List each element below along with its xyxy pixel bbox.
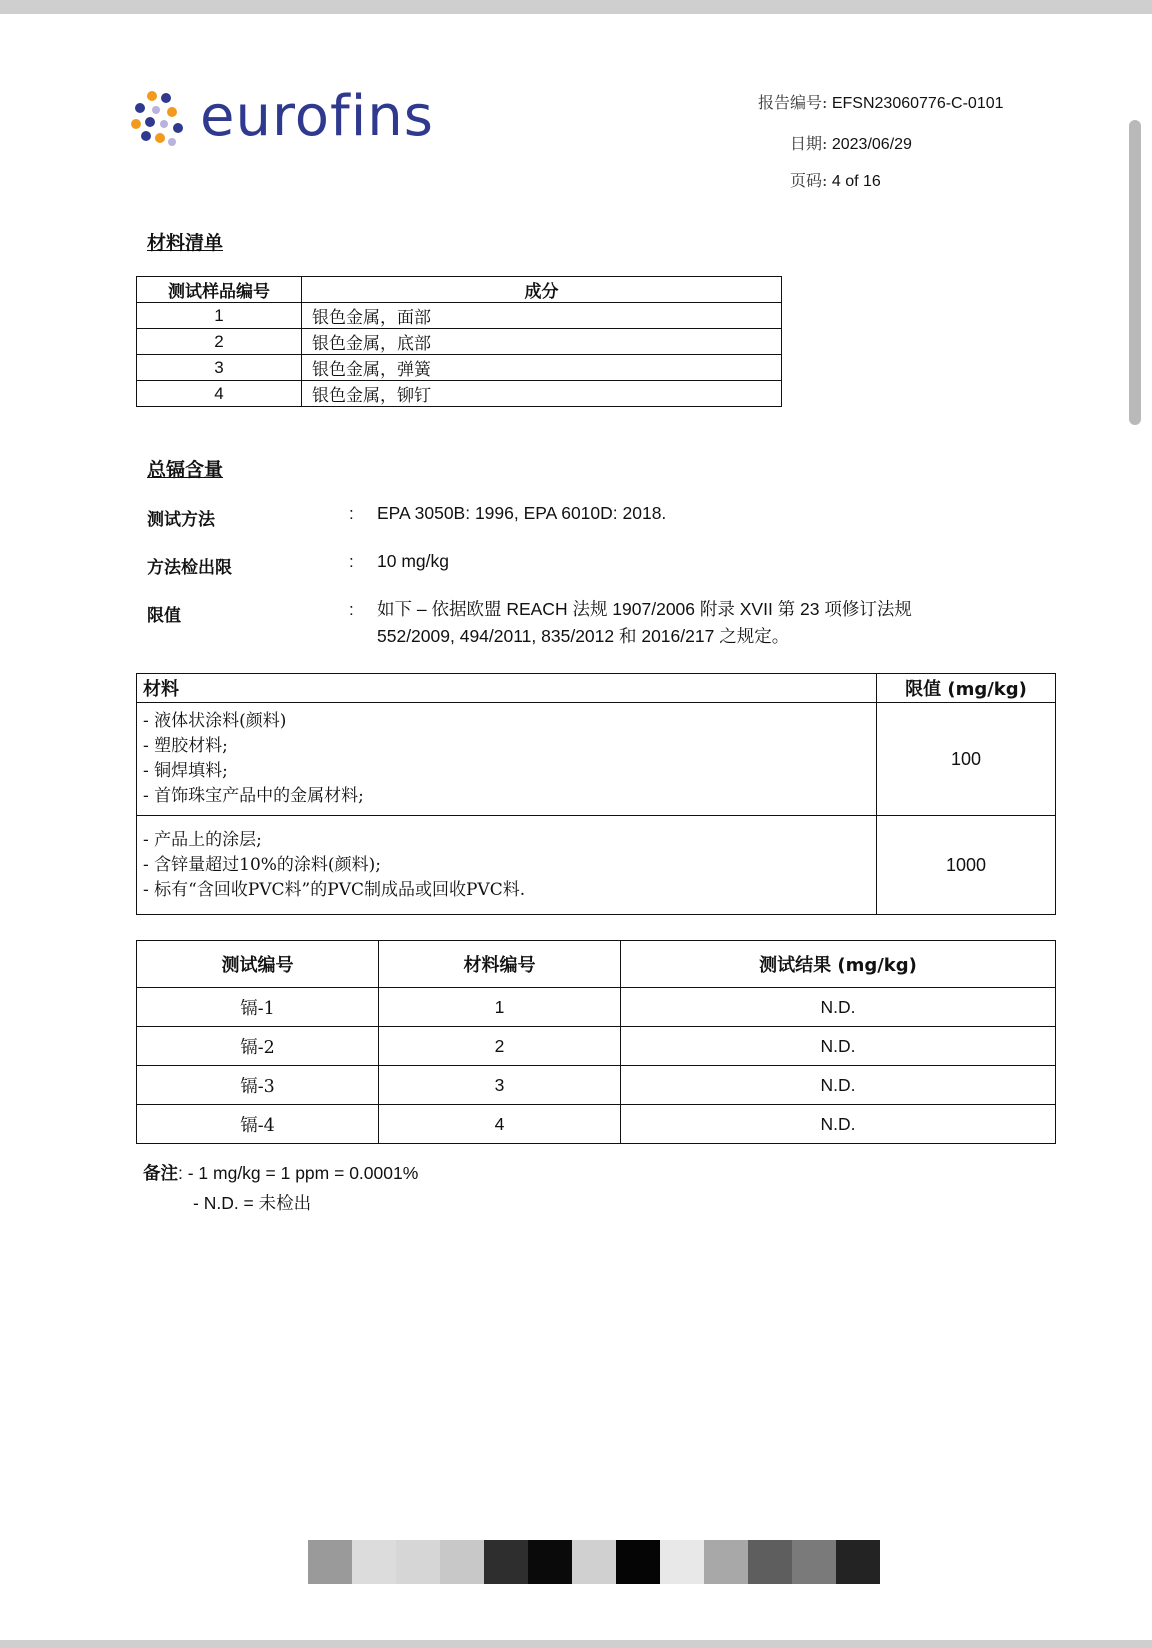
material-item: - 首饰珠宝产品中的金属材料; — [143, 786, 364, 806]
report-number-value: EFSN23060776-C-0101 — [831, 95, 1004, 112]
notes-line1 — [143, 1160, 418, 1185]
page-number-value: 4 of 16 — [831, 173, 881, 190]
table-row — [137, 329, 782, 355]
material-list — [137, 816, 877, 915]
table-row — [137, 1027, 1056, 1066]
col-composition: 成分 — [302, 277, 782, 303]
sample-id: 1 — [137, 303, 302, 329]
material-item: - 含锌量超过10%的涂料(颜料); — [143, 854, 381, 875]
material-item: - 铜焊填料; — [143, 761, 228, 781]
limit-value: 1000 — [877, 816, 1056, 915]
method-label: 测试方法 — [147, 510, 215, 530]
table-row — [137, 303, 782, 329]
report-date — [790, 131, 912, 154]
redacted-footer — [308, 1540, 880, 1584]
page-number — [790, 168, 881, 191]
col-material-id: 材料编号 — [379, 941, 621, 988]
material-item: - 塑胶材料; — [143, 736, 228, 756]
col-sample-id: 测试样品编号 — [137, 277, 302, 303]
table-row — [137, 355, 782, 381]
material-id: 4 — [379, 1105, 621, 1144]
table-header-row — [137, 277, 782, 303]
test-result: N.D. — [621, 1105, 1056, 1144]
material-id: 1 — [379, 988, 621, 1027]
test-id: 镉-1 — [137, 988, 379, 1027]
table-header-row — [137, 941, 1056, 988]
sample-id: 4 — [137, 381, 302, 407]
table-row — [137, 703, 1056, 816]
viewer-bottom-bar — [0, 1640, 1152, 1648]
scrollbar-thumb[interactable] — [1129, 120, 1141, 425]
sample-composition: 银色金属，底部 — [302, 329, 782, 355]
col-test-id: 测试编号 — [137, 941, 379, 988]
detection-limit-value: 10 mg/kg — [377, 551, 449, 571]
material-id: 3 — [379, 1066, 621, 1105]
table-row — [137, 1066, 1056, 1105]
materials-table — [136, 276, 782, 407]
test-id: 镉-3 — [137, 1066, 379, 1105]
sample-composition: 银色金属，铆钉 — [302, 381, 782, 407]
test-result: N.D. — [621, 988, 1056, 1027]
limits-table — [136, 673, 1056, 915]
material-item: - 产品上的涂层; — [143, 829, 262, 850]
sample-id: 3 — [137, 355, 302, 381]
sample-composition: 银色金属，面部 — [302, 303, 782, 329]
report-date-value: 2023/06/29 — [831, 136, 912, 153]
material-list — [137, 703, 877, 816]
sample-id: 2 — [137, 329, 302, 355]
material-id: 2 — [379, 1027, 621, 1066]
test-id: 镉-4 — [137, 1105, 379, 1144]
report-number — [758, 90, 1004, 113]
test-result: N.D. — [621, 1066, 1056, 1105]
page-number-label: 页码: — [790, 171, 828, 190]
logo-wordmark: eurofins — [200, 84, 434, 149]
detection-limit-colon: : — [349, 552, 354, 571]
limit-value-line1: 如下 – 依据欧盟 REACH 法规 1907/2006 附录 XVII 第 23 项修订法规 — [377, 599, 912, 619]
test-id: 镉-2 — [137, 1027, 379, 1066]
notes-line2: - N.D. = 未检出 — [193, 1193, 312, 1213]
col-limit: 限值 (mg/kg) — [877, 674, 1056, 703]
limit-value: 100 — [877, 703, 1056, 816]
sample-composition: 银色金属，弹簧 — [302, 355, 782, 381]
col-material: 材料 — [137, 674, 877, 703]
detection-limit-label: 方法检出限 — [147, 558, 232, 578]
material-item: - 标有“含回收PVC料”的PVC制成品或回收PVC料. — [143, 879, 526, 900]
notes-label: 备注 — [143, 1164, 178, 1184]
cadmium-heading: 总镉含量 — [147, 459, 224, 481]
table-row — [137, 381, 782, 407]
table-row — [137, 988, 1056, 1027]
table-header-row — [137, 674, 1056, 703]
table-row — [137, 1105, 1056, 1144]
materials-heading: 材料清单 — [147, 232, 224, 254]
limit-colon: : — [349, 600, 354, 619]
report-number-label: 报告编号: — [758, 93, 828, 112]
limit-value-line2: 552/2009, 494/2011, 835/2012 和 2016/217 之规定。 — [377, 626, 790, 646]
results-table — [136, 940, 1056, 1144]
notes-text1: : - 1 mg/kg = 1 ppm = 0.0001% — [178, 1163, 419, 1183]
eurofins-logo — [128, 84, 434, 149]
test-result: N.D. — [621, 1027, 1056, 1066]
table-row — [137, 816, 1056, 915]
viewer-top-bar — [0, 0, 1152, 14]
report-date-label: 日期: — [790, 134, 828, 153]
logo-dots-icon — [128, 88, 190, 150]
limit-label: 限值 — [147, 606, 181, 626]
method-value: EPA 3050B: 1996, EPA 6010D: 2018. — [377, 503, 667, 523]
material-item: - 液体状涂料(颜料) — [143, 711, 287, 731]
col-result: 测试结果 (mg/kg) — [621, 941, 1056, 988]
method-colon: : — [349, 504, 354, 523]
